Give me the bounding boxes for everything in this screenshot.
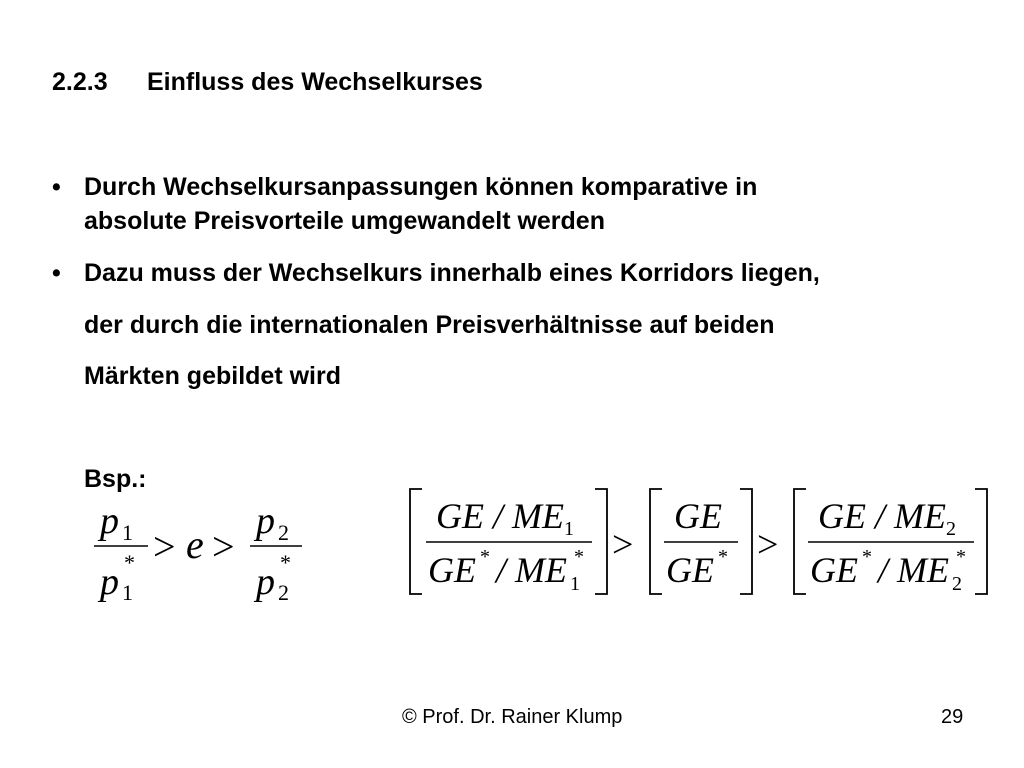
bullet-continuation: absolute Preisvorteile umgewandelt werden <box>84 207 605 235</box>
left-bracket <box>794 489 806 594</box>
term1-numerator: GE / ME <box>436 496 564 536</box>
example-label: Bsp.: <box>84 465 147 493</box>
greater-than-symbol: > <box>212 524 235 569</box>
right-bracket <box>975 489 987 594</box>
term3-denominator-me: / ME <box>878 550 949 590</box>
right-bracket <box>740 489 752 594</box>
term1-denominator-me-star: * <box>574 546 584 568</box>
left-bracket <box>650 489 662 594</box>
numerator-p2-sub: 2 <box>278 520 289 545</box>
term1-denominator-ge: GE <box>428 550 476 590</box>
price-ratio-formula <box>94 500 302 605</box>
term3-denominator-sub: 2 <box>952 573 962 595</box>
term3-numerator-sub: 2 <box>946 518 956 540</box>
footer-author: © Prof. Dr. Rainer Klump <box>402 706 623 728</box>
numerator-p2: p <box>256 500 275 542</box>
term2-denominator-star: * <box>718 546 728 568</box>
term1-denominator-ge-star: * <box>480 546 490 568</box>
bullet-continuation: Märkten gebildet wird <box>84 362 341 390</box>
numerator-p1-sub: 1 <box>122 520 133 545</box>
term1-numerator-sub: 1 <box>564 518 574 540</box>
numerator-p1: p <box>100 500 119 542</box>
bullet-symbol: • <box>52 173 61 201</box>
denominator-p2-star: * <box>280 550 291 575</box>
denominator-p2-sub: 2 <box>278 580 289 605</box>
denominator-p1: p <box>100 561 119 603</box>
denominator-p1-star: * <box>124 550 135 575</box>
term3-denominator-ge: GE <box>810 550 858 590</box>
term2-numerator: GE <box>674 496 722 536</box>
denominator-p2: p <box>256 561 275 603</box>
section-number: 2.2.3 <box>52 68 108 96</box>
greater-than-symbol: > <box>153 524 176 569</box>
greater-than-symbol: > <box>612 524 634 566</box>
left-bracket <box>410 489 422 594</box>
greater-than-symbol: > <box>757 524 779 566</box>
currency-ratio-formula <box>410 489 987 595</box>
bullet-symbol: • <box>52 259 61 287</box>
bullet-text: Durch Wechselkursanpassungen können komparative in <box>84 173 758 201</box>
bullet-text: Dazu muss der Wechselkurs innerhalb eines Korridors liegen, <box>84 259 820 287</box>
denominator-p1-sub: 1 <box>122 580 133 605</box>
term1-denominator-me: / ME <box>496 550 567 590</box>
term2-denominator: GE <box>666 550 714 590</box>
page-number: 29 <box>941 706 964 728</box>
term3-numerator: GE / ME <box>818 496 946 536</box>
term3-denominator-ge-star: * <box>862 546 872 568</box>
term3-denominator-me-star: * <box>956 546 966 568</box>
term1-denominator-sub: 1 <box>570 573 580 595</box>
exchange-rate-e: e <box>186 522 204 567</box>
section-title: Einfluss des Wechselkurses <box>147 68 483 96</box>
right-bracket <box>595 489 607 594</box>
bullet-continuation: der durch die internationalen Preisverhältnisse auf beiden <box>84 311 775 339</box>
